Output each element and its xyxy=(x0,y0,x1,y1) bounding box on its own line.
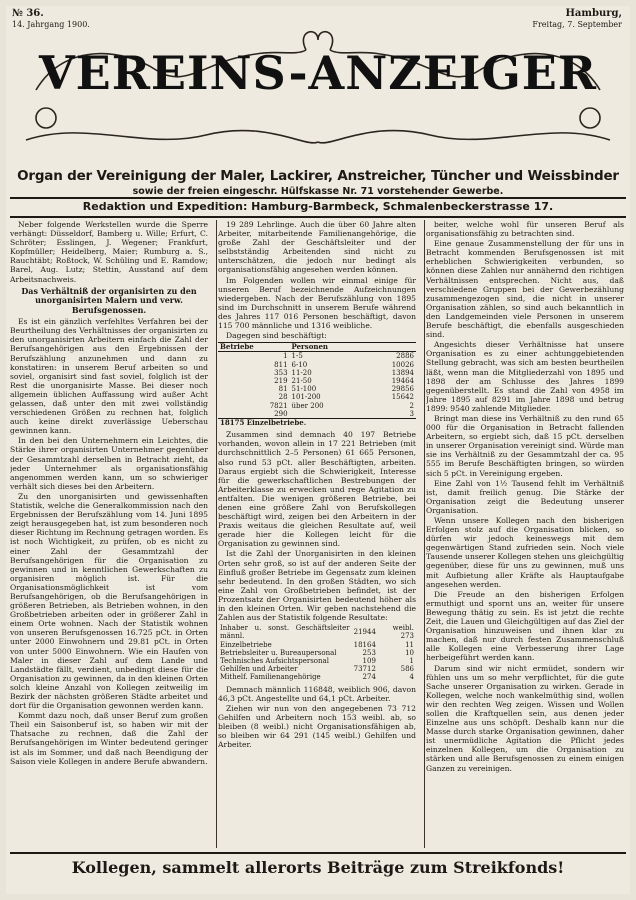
table-cell: Mithelf. Familienangehörige xyxy=(220,673,321,682)
newspaper-page xyxy=(6,6,630,894)
redaktion-line: Redaktion und Expedition: Hamburg-Barmbeck, Schmalenbeckerstrasse 17. xyxy=(82,200,554,213)
table-cell: 2886 xyxy=(396,352,414,361)
paragraph: Darum sind wir nicht ermüdet, sondern wir fühlen uns um so mehr verpflichtet, für die gute Sache unserer Organisation zu wirken. Gerade in Kollegen, welche noch wankelmüthig sind, wollen wir den rechten Weg zeigen. Wissen und Wollen sollen die Kraftquellen sein, aus denen jeder Einzelne aus uns schöpft. Deshalb kann nur die Masse durch starke Organisation gewinnen, daher ist unermüdliche Agitation die Pflicht jedes einzelnen Kollegen, um die Organisation zu stärken und alle Berufsgenossen zu einem einigen Ganzen zu vereinigen. xyxy=(426,663,624,773)
table-row xyxy=(218,385,416,393)
table-cell: 353 xyxy=(274,368,288,377)
issue-info xyxy=(12,8,90,30)
paragraph: Ist die Zahl der Unorganisirten in den kleinen Orten sehr groß, so ist auf der anderen Seite der Einfluß großer Betriebe im Gegensatz zum kleinen sehr bedeutend. In den großen Städten, wo sich eine Zahl von Großbetrieben befindet, ist der Prozentsatz der Organisirten bedeutend höher als in den kleinen Orten. Wir geben nachstehend die Zahlen aus der Statistik folgende Resultate: xyxy=(218,549,416,623)
table-cell: 109 xyxy=(362,657,376,666)
table-cell: 11-20 xyxy=(291,368,312,377)
table-cell: 10 xyxy=(405,648,414,657)
table-cell: 101-200 xyxy=(291,393,321,402)
table-cell: Betriebsleiter u. Bureaupersonal xyxy=(220,648,337,657)
table-row xyxy=(218,649,416,657)
volume-year: 14. Jahrgang 1900. xyxy=(12,20,90,29)
paragraph: Eine Zahl von 1½ Tausend fehlt im Verhältniß ist, damit freilich genug. Die Stärke der Organisation zeigt die Bedeutung unserer Organisation. xyxy=(426,478,624,515)
table-cell: Gehilfen und Arbeiter xyxy=(220,665,298,674)
table-header-row xyxy=(218,343,416,352)
table-cell: 21-50 xyxy=(291,377,312,386)
organ-line: Organ der Vereinigung der Maler, Lackirer, Anstreicher, Tüncher und Weissbinder xyxy=(17,168,619,184)
table-cell: Personen xyxy=(290,343,367,352)
table-cell: Technisches Aufsichtspersonal xyxy=(220,657,329,666)
table-cell: 81 xyxy=(278,385,288,394)
paragraph: Es ist ein gänzlich verfehltes Verfahren bei der Beurtheilung des Verhältnisses der organisirten zu den unorganisirten Arbeitern einfach die Zahl der Berufsangehörigen aus den Ergebnissen der Berufszählung anzunehmen und dann zu konstatiren: in unserem Beruf arbeiten so und soviel, organisirt sind fast soviel, folglich ist der Rest die unorganisirte Masse. Bei dieser noch allgemein üblichen Auffassung wird außer Acht gelassen, daß unter den mit zwei vollständig verschiedenen Größen zu rechnen hat, folglich auch keine direkt zuverlässige Ueberschau gewinnen kann. xyxy=(10,317,208,436)
table-cell: 811 xyxy=(274,360,288,369)
table-cell: Inhaber u. sonst. Geschäftsleiter männl. xyxy=(220,624,350,641)
table-cell: 1-5 xyxy=(291,352,303,361)
table-row xyxy=(218,369,416,377)
table-cell: 51-100 xyxy=(291,385,317,394)
subline: sowie der freien eingeschr. Hülfskasse Nr. 71 vorstehender Gewerbe. xyxy=(132,186,504,197)
paragraph: Angesichts dieser Verhältnisse hat unsere Organisation es zu einer achtunggebietenden Stellung gebracht, was sich am besten beurtheilen läßt, wenn man die Mitgliederzahl von 1895 und 1898 der am Schlusse des Jahres 1899 gegenüberstellt. Es stand die Zahl von 4958 im Jahre 1895 auf 8291 im Jahre 1898 und betrug 1899: 9540 zahlende Mitglieder. xyxy=(426,340,624,413)
table-cell: 586 xyxy=(400,665,414,674)
table-row xyxy=(218,361,416,369)
table-row xyxy=(218,641,416,649)
table-row xyxy=(218,665,416,673)
table-cell: 15642 xyxy=(391,393,414,402)
table-cell: 13894 xyxy=(391,368,414,377)
issue-number: № 36. xyxy=(12,8,44,19)
table-cell: 18164 xyxy=(353,640,376,649)
column-2 xyxy=(218,220,416,852)
column-1 xyxy=(10,220,208,852)
table-cell: weibl. 273 xyxy=(392,624,414,641)
paragraph: Ziehen wir nun von den angegebenen 73 712 Gehilfen und Arbeitern noch 153 weibl. ab, so bleiben (8 weibl.) nicht Organisationsfähigen ab, so bleiben wir 64 291 (145 weibl.) Gehilfen und Arbeiter. xyxy=(218,703,416,750)
table-row xyxy=(218,624,416,640)
paragraph: Demnach männlich 116848, weiblich 906, davon 46,3 pCt. Angestellte und 64,1 pCt. Arbeiter. xyxy=(218,684,416,703)
article-heading: Das Verhältniß der organisirten zu den unorganisirten Malern und verw. Berufsgenossen. xyxy=(21,285,197,315)
table-row xyxy=(218,352,416,361)
table-cell: 10026 xyxy=(391,360,414,369)
table-cell: 2 xyxy=(409,401,414,410)
table-cell: 1 xyxy=(283,352,288,361)
table-cell: 73712 xyxy=(353,665,376,674)
paragraph: Zu den unorganisirten und gewissenhaften Statistik, welche die Generalkommission nach den Ergebnissen der Berufszählung vom 14. Juni 1895 zeigt herausgegeben hat, ist zum besonderen noch dieser Richtung im Rechnung getragen worden. Es ist noch Wichtigkeit, zu prüfen, ob es nicht zu einer Zahl der Gesammtzahl der Berufsangehörigen für die Organisation zu gewinnen und in kenntlichen Gewerkschaften zu organisiren möglich ist. Für die Organisationsmöglichkeit ist vom Berufsangehörigen, ob die Berufsangehörigen in größeren Betrieben, als Betrieben wohnen, in den Großbetrieben arbeiten oder in größerer Zahl in einem Orte wohnen. Nach der Statistik wohnen von unseren Berufsgenossen 16.725 pCt. in Orten unter 2000 Einwohnern und 29.81 pCt. in Orten von unter 5000 Einwohnern. Wie ein Haufen von Maler in dieser Zahl auf dem Lande und Landstädte fällt, verdient, unbedingt diese für die Organisation zu gewinnen, da in den kleinen Orten solch kleine Anzahl von Kollegen zeitweilig im Bezirk der nächsten größeren Städte arbeitet und dort für die Organisation gewonnen werden kann. xyxy=(10,491,208,711)
table-row xyxy=(218,673,416,681)
table-cell: 253 xyxy=(362,648,376,657)
table-total-row xyxy=(218,419,416,428)
paragraph: Kommt dazu noch, daß unser Beruf zum großen Theil ein Saisonberuf ist, so haben wir mit der Thatsache zu rechnen, daß die Zahl der Berufsangehörigen im Winter bedeutend geringer ist als im Sommer, und daß nach Beendigung der Saison viele Kollegen in andere Berufe abwandern. xyxy=(10,711,208,766)
city: Hamburg, xyxy=(565,8,622,19)
paragraph: Zusammen sind demnach 40 197 Betriebe vorhanden, wovon allein in 17 221 Betrieben (mit durchschnittlich 2–5 Personen) 61 665 Personen, also rund 53 pCt. aller Beschäftigten, arbeiten. Daraus ergiebt sich die Schwierigkeit, Interesse für die gewerkschaftlichen Bestrebungen der Arbeiterklasse zu erwecken und rege Agitation zu entfalten. Die wenigen größeren Betriebe, bei denen eine größere Zahl von Berufskollegen beschäftigt wird, zeigen bei den Arbeitern in der Praxis weitaus die gleichen Resultate auf, weil gerade hier die Kollegen leicht für die Organisation zu gewinnen sind. xyxy=(218,430,416,549)
table-cell: 4 xyxy=(409,673,414,682)
table-cell: 3 xyxy=(409,409,414,418)
paragraph: Eine genaue Zusammenstellung der für uns in Betracht kommenden Berufsgenossen ist mit erheblichen Schwierigkeiten verbunden, so können diese Zahlen nur annähernd den richtigen Verhältnissen entsprechen. Nicht aus, daß verschiedene Gruppen bei der Gewerbezählung zusammengezogen sind, die nicht in unserer Organisation zählen, so sind auch bekanntlich in den Landgemeinden viele Personen in unserem Berufe beschäftigt, die ebenfalls ausgeschieden sind. xyxy=(426,239,624,340)
table-cell: 19464 xyxy=(391,377,414,386)
table-row xyxy=(218,402,416,410)
table-cell: über 200 xyxy=(291,401,324,410)
table-cell: Betriebe xyxy=(218,343,290,352)
table-cell: Einzelbetriebe xyxy=(220,640,272,649)
table-cell: 274 xyxy=(362,673,376,682)
header-rule-bottom xyxy=(10,216,626,218)
paragraph: Wenn unsere Kollegen nach den bisherigen Erfolgen stolz auf die Organisation blicken, so dürfen wir jedoch keineswegs mit dem gegenwärtigen Stand zufrieden sein. Noch viele Tausende unserer Kollegen stehen uns gleichgültig gegenüber, diese für uns zu gewinnen, muß uns mit Aufbietung aller Kräfte als Hauptaufgabe angesehen werden. xyxy=(426,516,624,589)
article-columns xyxy=(10,220,626,852)
table-cell: 29856 xyxy=(391,385,414,394)
paragraph: 19 289 Lehrlinge. Auch die über 60 Jahre alten Arbeiter, mitarbeitende Familienangehörige, die große Zahl der Geschäftsleiter und der selbstständig Arbeitenden sind nicht zu unterschätzen, die jedoch nur bedingt als organisationsfähig angesehen werden können. xyxy=(218,220,416,275)
table-cell: 7821 xyxy=(269,401,288,410)
table-cell: 219 xyxy=(274,377,288,386)
table-cell: 11 xyxy=(405,640,414,649)
issue-date: Freitag, 7. September xyxy=(532,20,622,29)
betriebe-table xyxy=(218,342,416,427)
sperre-notice: Neber folgende Werkstellen wurde die Sperre verhängt: Düsseldorf, Bamberg u. Wille; Erfurt, C. Schröter; Esslingen, J. Wegener; Frankfurt, Kopfmüller; Heidelberg, Maier; Rumburg a. S., Rauchtäbt; Roßtock, W. Schüling und E. Ramdow; Barel, Aug. Lutz; Stettin, Ausstand auf dem Arbeitsnachweis. xyxy=(10,220,208,284)
paragraph: In den bei den Unternehmern ein Leichtes, die Stärke ihrer organisirten Unternehmer gegenüber der Gesammtzahl derselben in Betracht zieht, da jeder Unternehmer als organisationsfähig angenommen werden kann, um so schwieriger verhält sich dieses bei den Arbeitern. xyxy=(10,436,208,491)
column-3 xyxy=(426,220,624,852)
table-cell: 28 xyxy=(278,393,288,402)
table-row xyxy=(218,377,416,385)
table-cell: 18175 Einzelbetriebe. xyxy=(218,419,416,428)
table-cell: 290 xyxy=(274,409,288,418)
masthead-title: VEREINS-ANZEIGER xyxy=(38,46,598,100)
header-rule-top xyxy=(10,197,626,199)
table-row xyxy=(218,393,416,401)
personal-table xyxy=(218,624,416,681)
table-row xyxy=(218,657,416,665)
table-cell: 21944 xyxy=(353,628,376,637)
date-info xyxy=(532,8,622,30)
footer-rule xyxy=(10,852,626,854)
paragraph: Im Folgenden wollen wir einmal einige für unseren Beruf bezeichnende Aufzeichnungen wiedergeben. Nach der Berufszählung von 1895 sind im Durchschnitt in unserem Berufe während des Jahres 117 016 Personen beschäftigt, davon 115 700 männliche und 1316 weibliche. xyxy=(218,275,416,331)
table-cell: 6-10 xyxy=(291,360,308,369)
table-cell: 1 xyxy=(409,657,414,666)
paragraph: Die Freude an den bisherigen Erfolgen ermuthigt und spornt uns an, weiter für unsere Bewegung thätig zu sein. Es ist jetzt die rechte Zeit, die Lauen und Gleichgültigen auf das Ziel der Organisation hinzuweisen und ihnen klar zu machen, daß nur durch festen Zusammenschluß alle Kollegen eine Verbesserung ihrer Lage herbeigeführt werden kann. xyxy=(426,589,624,663)
table-cell xyxy=(366,343,416,352)
paragraph: beiter, welche wohl für unseren Beruf als organisationsfähig zu betrachten sind. xyxy=(426,220,624,239)
paragraph: Dagegen sind beschäftigt: xyxy=(226,331,327,341)
footer-appeal: Kollegen, sammelt allerorts Beiträge zum Streikfonds! xyxy=(71,858,565,877)
paragraph: Bringt man diese ins Verhältniß zu den rund 65 000 für die Organisation in Betracht fallenden Arbeitern, so ergiebt sich, daß 15 pCt. derselben in unserer Organisation vereinigt sind. Würde man sie ins Verhältniß zu der Gesammtzahl der ca. 95 555 im Berufe Beschäftigten bringen, so würden sich 5 pCt. in Vereinigung ergeben. xyxy=(426,413,624,478)
